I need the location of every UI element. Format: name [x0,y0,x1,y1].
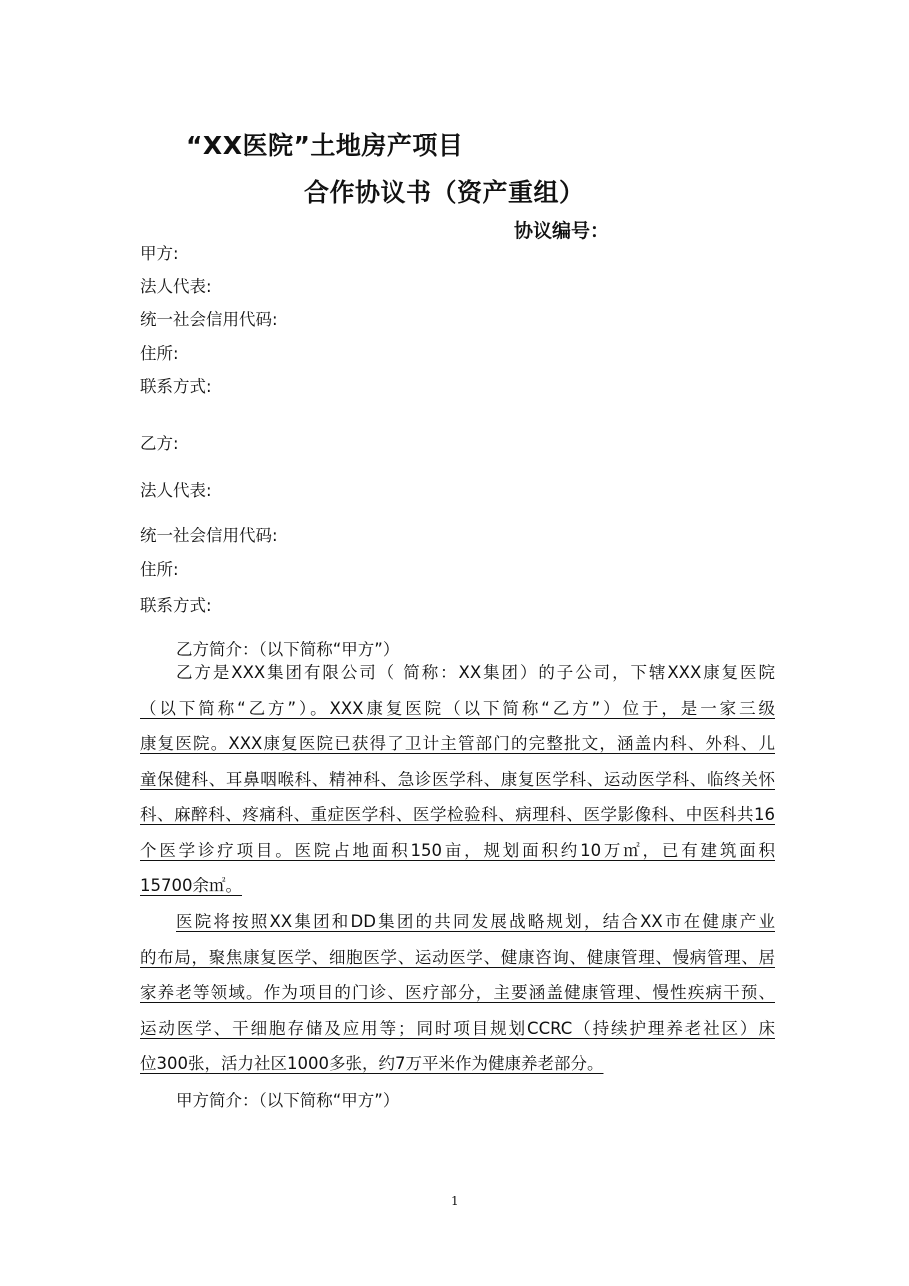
title-line-1: “XX医院”土地房产项目 [186,131,464,160]
plan-line: 医院将按照XX集团和DD集团的共同发展战略规划，结合XX市在健康产业 [176,912,775,931]
party-b-contact-label: 联系方式: [140,596,212,615]
party-b-credit-code-label: 统一社会信用代码: [140,526,278,545]
agreement-number-label: 协议编号： [514,220,610,242]
intro-line: 康复医院。XXX康复医院已获得了卫计主管部门的完整批文，涵盖内科、外科、儿 [140,734,775,753]
party-b-legal-rep-label: 法人代表: [140,481,212,500]
party-b-intro-paragraph [140,655,775,904]
party-b-intro-heading: 乙方简介：（以下简称“甲方”） [176,640,400,659]
plan-line: 家养老等领域。作为项目的门诊、医疗部分，主要涵盖健康管理、慢性疾病干预、 [140,983,775,1002]
plan-line: 运动医学、干细胞存储及应用等；同时项目规划CCRC（持续护理养老社区）床 [140,1018,775,1038]
title-line-2: 合作协议书（资产重组） [304,178,585,207]
intro-line: 个医学诊疗项目。医院占地面积150亩，规划面积约10万㎡，已有建筑面积 [140,840,775,860]
intro-line: 乙方是XXX集团有限公司（ 简称：XX集团）的子公司，下辖XXX康复医院 [176,663,775,682]
intro-line: 15700余㎡。 [140,876,242,895]
party-a-intro-heading: 甲方简介：（以下简称“甲方”） [176,1091,400,1110]
page-number: 1 [451,1194,459,1208]
party-a-address-label: 住所: [140,344,179,363]
plan-line: 的布局，聚焦康复医学、细胞医学、运动医学、健康咨询、健康管理、慢病管理、居 [140,947,775,967]
intro-line: （以下简称“乙方”）。XXX康复医院（以下简称“乙方”）位于，是一家三级 [140,698,775,718]
plan-line: 位300张，活力社区1000多张，约7万平米作为健康养老部分。 [140,1054,604,1073]
party-a-name-label: 甲方: [140,244,179,263]
intro-line: 童保健科、耳鼻咽喉科、精神科、急诊医学科、康复医学科、运动医学科、临终关怀 [140,769,775,789]
party-a-contact-label: 联系方式: [140,377,212,396]
party-b-address-label: 住所: [140,560,179,579]
party-a-legal-rep-label: 法人代表: [140,277,212,296]
plan-paragraph [140,904,775,1082]
party-b-name-label: 乙方: [140,434,179,453]
party-a-credit-code-label: 统一社会信用代码: [140,310,278,329]
intro-line: 科、麻醉科、疼痛科、重症医学科、医学检验科、病理科、医学影像科、中医科共16 [140,805,775,824]
